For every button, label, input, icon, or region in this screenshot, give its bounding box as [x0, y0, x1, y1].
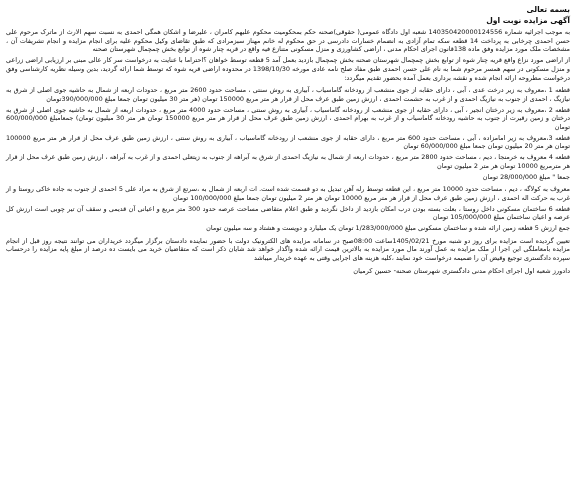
intro-paragraph: به موجب اجرائیه شماره 140350420000124556 شعبه اول دادگاه عمومی( حقوقی)صحنه حکم بمحکومیت محکوم علیهم کامران ، علیرضا و اشکان همگی احمدی به نسبت سهم الارث از ماترک مرحوم علی حسن احمدی چرخابی به پرداخت 14 قطعه سکه تمام آزادی به انضمام خسارات دادرسی در حق محکوم له خانم مهناز سبزمرادی که طبق تقاضای وکیل محکوم علیه برای انجام مزایده و انجام تشریفات آن ، مشخصات ملک مورد مزایده وفق ماده 138قانون اجرای احکام مدنی ، اراضی کشاورزی و منزل مسکونی متنازع فیه واقع در قریه چنار شوه از توابع بخش چمچمال شهرستان صحنه — [6, 28, 570, 54]
parcel-2: قطعه 2 ،معروف به زیر درختان انجیر ، آبی ، دارای حقابه از جوی منشعب از رودخانه گاماسیاب ، آبیاری به روش سنتی ، مساحت حدود 4000 متر مربع ، حدودات اربعه از شمال به حاشیه جوی اصلی از شرق به درختان و زمین رقیرت از جنوب به حاشیه رودخانه گاماسیاب و از غرب به بهرام احمدی ، ارزش زمین طبق عرف محل از قرار هر متر مربع 150000 تومان هر متر 30 میلیون تومان) جمعامبلغ 600/000/000 تومان — [6, 105, 570, 132]
auction-terms: تعیین گردیده است مزایده برای روز دو شنبه مورخ 1405/02/21ساعت 08:00صبح در سامانه مزایده های الکترونیک دولت با حضور نماینده دادستان برگزار میگردد خریداران می توانند نتیجه روز قبل از انجام مزایده بامعاملگی این اجرا از ملک مزایده به عمل آورند مال مورد مزایده به بالاترین قیمت ارائه شده واگذار خواهد شد شایان ذکر است که متقاضیان خرید می بایست ده درصد از مبلغ پایه مزایده را درحساب سپرده دادگستری توجیع وقیض آن را ضمیمه درخواست خود نمایند ،کلیه هزینه های اجرایی وقتی به عهده خریدار میباشد — [6, 236, 570, 263]
total-value: جمع ارزش 5 قطعه زمین ارائه شده و ساختمان مسکونی مبلغ 1/283/000/000 تومان یک میلیارد و دویست و هشتاد و سه میلیون تومان — [206, 224, 570, 233]
signature: دادورز شعبه اول اجرای احکام مدنی دادگستری شهرستان صحنه- حسین کرمیان — [353, 266, 570, 275]
parcel-3: قطعه 3،معروف به زیر امامزاده ، آبی ، مساحت حدود 600 متر مربع ، دارای حقابه از جوی منشعب از رودخانه گاماسیاب ، آبیاری به روش سنتی ، ارزش زمین طبق عرف محل از قرار هر متر مربع 100000 تومان هر متر 20 میلیون تومان جمعا مبلغ 60/000/000 تومان — [6, 133, 570, 151]
parcel-6: قطعه 6 ساختمان مسکونی داخل روستا ، بعلت بسته بودن درب امکان بازدید از داخل نگردید و طبق اعلام متقاضی مساحت عرصه حدود 300 متر مربع و اعیانی آن قدیمی و سقف آن تیر چوبی است ارزش کل عرصه و اعیان ساختمان مبلغ 105/000/000 تومان — [6, 204, 570, 222]
parcel-4-total: جمعا " مبلغ 28/000/000 تومان — [482, 172, 570, 181]
parcel-1: قطعه 1 ،معروف به زیر درخت عدی ، آبی ، دارای حقابه از جوی منشعب از رودخانه گاماسیاب ، آبیاری به روش سنتی ، مساحت حدود 2600 متر مربع ، حدودات اربعه از شمال به حاشیه جوی اصلی از شرق به نیازیگ ، احمدی از جنوب به نیازیگ احمدی و از غرب به حشمت احمدی ، ارزش زمین طبق عرف محل از قرار هر متر مربع 150000 تومان (هر متر 30 میلیون تومان جمعا مبلغ 390/000/000تومان — [6, 86, 570, 103]
notice-heading: بسمه تعالی — [526, 5, 570, 14]
parcel-4: قطعه 4 معروف به خرمنجا ، دیم ، مساحت حدود 2800 متر مربع ، حدودات اربعه از شمال به نیازیگ احمدی از شرق به آبراهه از جنوب به زیتعلی احمدی و از غرب به آبراهه ، ارزش زمین طبق عرف محل از قرار هر مترمربع 10000 تومان هر متر 2 میلیون تومان — [6, 153, 570, 170]
inspection-paragraph: از اراضی مورد نزاع واقع قریه چنار شوه از توابع بخش چمچمال شهرستان صحنه بخش چمچمال بازدید بعمل آمد 5 قطعه توسط خواهان ؟احتراما با عنایت به درخواست سر کار عالی مبنی بر ارزیابی اراضی زراعی و منزل مسکونی در سهم همسر مرحوم شما به نام علی حسن احمدی طبق مفاد صلح نامه عادی مورخه 1398/10/30 در محدوده اراضی قریه شوه که توسط شما ارائه گردید، بدین وسیله نظریه کارشناسی وفق درخواست مطروحه ارائه انجام شده و نقشه برداری بعمل آمده بحضور تقدیم میگردد: — [6, 56, 570, 82]
parcel-5: معروف به کولاگه ، دیم ، مساحت حدود 10000 متر مربع ، این قطعه توسط رله آهن تبدیل به دو قسمت شده است. ات اربعه از شمال به ،سرتع از شرق به مراد علی 5 احمدی از جنوب به جاده خاکی روستا و از غرب به حرکت اله احمدی ، ارزش زمین طبق عرف محل از قرار هر متر مربع 10000 تومان هر متر 2 میلیون تومان جمعا مبلغ 100/000/000 تومان — [6, 185, 570, 202]
notice-subtitle: آگهی مزایده نوبت اول — [486, 16, 570, 25]
